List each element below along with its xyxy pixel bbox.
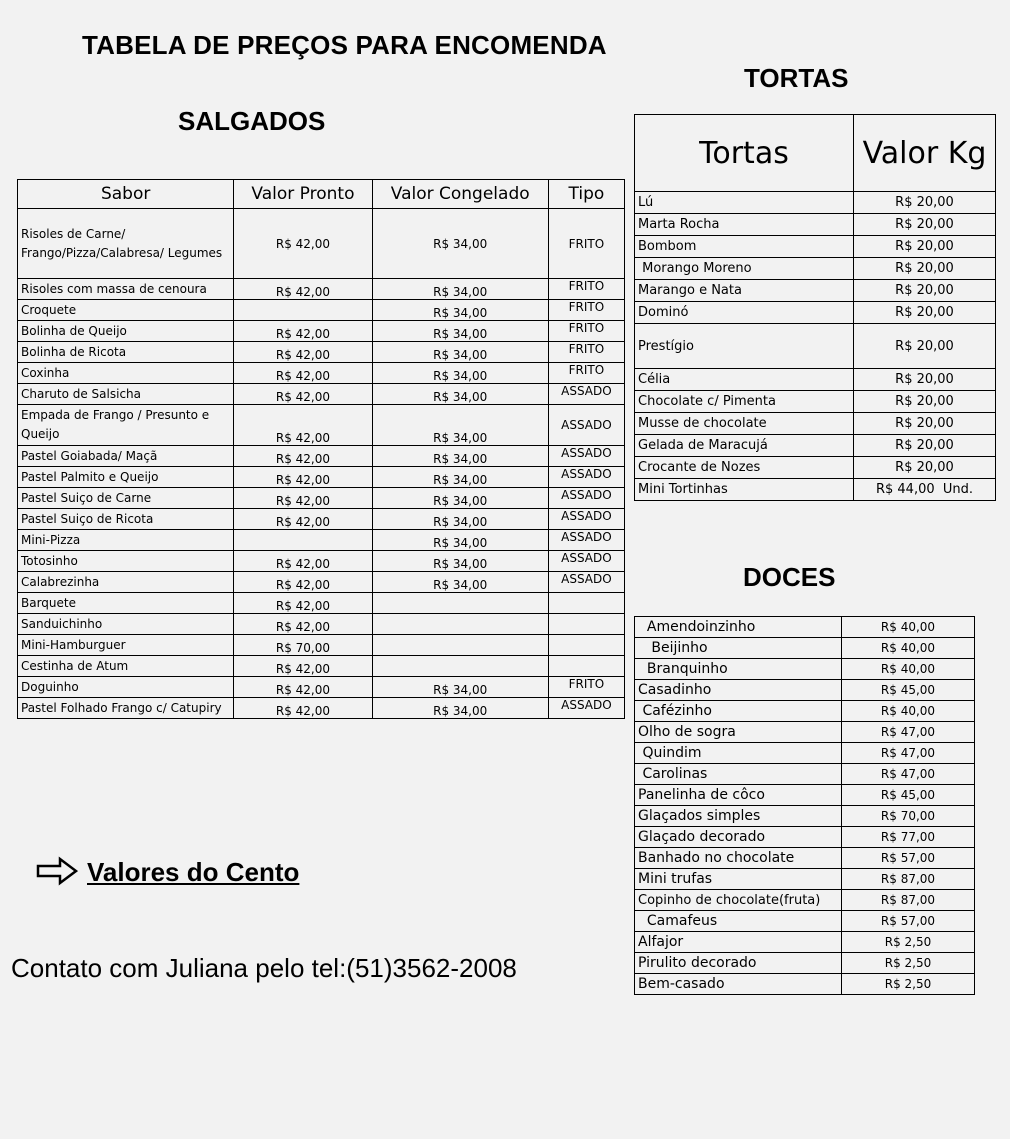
doces-table	[634, 616, 975, 995]
valores-do-cento-label: Valores do Cento	[87, 857, 300, 887]
pronto-cell: R$ 42,00	[234, 551, 372, 572]
sabor-cell: Coxinha	[18, 363, 234, 384]
table-row	[635, 435, 996, 457]
torta-price: R$ 20,00	[854, 435, 996, 457]
doce-name: Glaçados simples	[635, 806, 842, 827]
congelado-cell: R$ 34,00	[372, 321, 548, 342]
torta-name: Marta Rocha	[635, 214, 854, 236]
sabor-cell: Mini-Pizza	[18, 530, 234, 551]
pronto-cell: R$ 42,00	[234, 698, 372, 719]
salgados-heading: SALGADOS	[178, 106, 326, 136]
tipo-cell	[548, 614, 624, 635]
torta-price: R$ 20,00	[854, 413, 996, 435]
congelado-cell: R$ 34,00	[372, 300, 548, 321]
doce-name: Quindim	[635, 743, 842, 764]
table-row	[635, 258, 996, 280]
table-row	[18, 677, 625, 698]
table-row	[635, 722, 975, 743]
torta-price: R$ 20,00	[854, 192, 996, 214]
header-sabor: Sabor	[18, 180, 234, 209]
table-row	[18, 635, 625, 656]
congelado-cell: R$ 34,00	[372, 467, 548, 488]
table-row	[635, 617, 975, 638]
table-row	[635, 214, 996, 236]
pronto-cell: R$ 42,00	[234, 677, 372, 698]
pronto-cell: R$ 42,00	[234, 342, 372, 363]
table-row	[18, 698, 625, 719]
congelado-cell	[372, 614, 548, 635]
table-row	[635, 743, 975, 764]
pronto-cell: R$ 42,00	[234, 384, 372, 405]
doce-price: R$ 87,00	[842, 869, 975, 890]
header-valor-pronto: Valor Pronto	[234, 180, 372, 209]
torta-price: R$ 20,00	[854, 324, 996, 369]
torta-name: Célia	[635, 369, 854, 391]
doce-name: Glaçado decorado	[635, 827, 842, 848]
table-row	[635, 890, 975, 911]
table-row	[18, 363, 625, 384]
tipo-cell	[548, 635, 624, 656]
congelado-cell: R$ 34,00	[372, 209, 548, 279]
pronto-cell: R$ 42,00	[234, 509, 372, 530]
sabor-cell: Calabrezinha	[18, 572, 234, 593]
sabor-cell: Bolinha de Ricota	[18, 342, 234, 363]
congelado-cell: R$ 34,00	[372, 698, 548, 719]
tipo-cell: FRITO	[548, 209, 624, 279]
tipo-cell: ASSADO	[548, 446, 624, 467]
tipo-cell: ASSADO	[548, 405, 624, 446]
doce-price: R$ 2,50	[842, 932, 975, 953]
tipo-cell: ASSADO	[548, 530, 624, 551]
doce-price: R$ 45,00	[842, 680, 975, 701]
pronto-cell: R$ 42,00	[234, 488, 372, 509]
table-row	[18, 530, 625, 551]
sabor-cell: Barquete	[18, 593, 234, 614]
torta-price: R$ 20,00	[854, 302, 996, 324]
pronto-cell: R$ 42,00	[234, 279, 372, 300]
header-valor-kg: Valor Kg	[854, 115, 996, 192]
pronto-cell: R$ 42,00	[234, 321, 372, 342]
doce-name: Bem-casado	[635, 974, 842, 995]
tortas-table	[634, 114, 996, 501]
sabor-cell: Mini-Hamburguer	[18, 635, 234, 656]
congelado-cell	[372, 593, 548, 614]
doce-name: Amendoinzinho	[635, 617, 842, 638]
table-row	[635, 974, 975, 995]
sabor-cell: Pastel Suiço de Carne	[18, 488, 234, 509]
tipo-cell: ASSADO	[548, 384, 624, 405]
torta-name: Prestígio	[635, 324, 854, 369]
congelado-cell	[372, 656, 548, 677]
header-tortas: Tortas	[635, 115, 854, 192]
torta-price: R$ 44,00 Und.	[854, 479, 996, 501]
congelado-cell: R$ 34,00	[372, 488, 548, 509]
sabor-cell: Bolinha de Queijo	[18, 321, 234, 342]
table-row	[18, 551, 625, 572]
doce-price: R$ 2,50	[842, 953, 975, 974]
doce-name: Casadinho	[635, 680, 842, 701]
doce-name: Panelinha de côco	[635, 785, 842, 806]
doce-price: R$ 87,00	[842, 890, 975, 911]
tipo-cell: ASSADO	[548, 551, 624, 572]
tipo-cell: FRITO	[548, 321, 624, 342]
table-row	[635, 192, 996, 214]
pronto-cell	[234, 300, 372, 321]
sabor-cell: Doguinho	[18, 677, 234, 698]
doce-name: Banhado no chocolate	[635, 848, 842, 869]
table-row	[635, 848, 975, 869]
doce-price: R$ 70,00	[842, 806, 975, 827]
pronto-cell	[234, 530, 372, 551]
table-row	[635, 806, 975, 827]
pronto-cell: R$ 42,00	[234, 656, 372, 677]
tipo-cell: FRITO	[548, 279, 624, 300]
doce-name: Olho de sogra	[635, 722, 842, 743]
tortas-header-row	[635, 115, 996, 192]
doce-price: R$ 40,00	[842, 638, 975, 659]
torta-name: Marango e Nata	[635, 280, 854, 302]
salgados-header-row	[18, 180, 625, 209]
torta-price: R$ 20,00	[854, 258, 996, 280]
congelado-cell: R$ 34,00	[372, 509, 548, 530]
pronto-cell: R$ 42,00	[234, 363, 372, 384]
torta-name: Mini Tortinhas	[635, 479, 854, 501]
doces-heading: DOCES	[743, 562, 836, 592]
torta-price: R$ 20,00	[854, 369, 996, 391]
congelado-cell: R$ 34,00	[372, 384, 548, 405]
sabor-cell: Cestinha de Atum	[18, 656, 234, 677]
congelado-cell: R$ 34,00	[372, 572, 548, 593]
congelado-cell: R$ 34,00	[372, 677, 548, 698]
table-row	[18, 321, 625, 342]
table-row	[18, 446, 625, 467]
table-row	[635, 701, 975, 722]
torta-name: Musse de chocolate	[635, 413, 854, 435]
tipo-cell: ASSADO	[548, 488, 624, 509]
pronto-cell: R$ 42,00	[234, 572, 372, 593]
doce-name: Cafézinho	[635, 701, 842, 722]
sabor-cell: Sanduichinho	[18, 614, 234, 635]
table-row	[18, 572, 625, 593]
congelado-cell: R$ 34,00	[372, 363, 548, 384]
doce-name: Beijinho	[635, 638, 842, 659]
doce-price: R$ 40,00	[842, 659, 975, 680]
tipo-cell: FRITO	[548, 363, 624, 384]
table-row	[18, 656, 625, 677]
pronto-cell: R$ 42,00	[234, 593, 372, 614]
sabor-cell: Risoles com massa de cenoura	[18, 279, 234, 300]
tipo-cell	[548, 593, 624, 614]
pronto-cell: R$ 70,00	[234, 635, 372, 656]
congelado-cell	[372, 635, 548, 656]
table-row	[635, 638, 975, 659]
doce-name: Carolinas	[635, 764, 842, 785]
pronto-cell: R$ 42,00	[234, 614, 372, 635]
congelado-cell: R$ 34,00	[372, 446, 548, 467]
tipo-cell: FRITO	[548, 677, 624, 698]
table-row	[635, 932, 975, 953]
tipo-cell: ASSADO	[548, 467, 624, 488]
tipo-cell: FRITO	[548, 342, 624, 363]
table-row	[18, 209, 625, 279]
torta-price: R$ 20,00	[854, 457, 996, 479]
table-row	[18, 509, 625, 530]
table-row	[635, 953, 975, 974]
table-row	[635, 302, 996, 324]
doce-name: Alfajor	[635, 932, 842, 953]
table-row	[635, 457, 996, 479]
sabor-cell: Pastel Goiabada/ Maçã	[18, 446, 234, 467]
doce-price: R$ 47,00	[842, 764, 975, 785]
header-tipo: Tipo	[548, 180, 624, 209]
table-row	[635, 659, 975, 680]
table-row	[635, 324, 996, 369]
table-row	[18, 300, 625, 321]
torta-name: Bombom	[635, 236, 854, 258]
table-row	[635, 280, 996, 302]
doce-name: Pirulito decorado	[635, 953, 842, 974]
sabor-cell: Pastel Palmito e Queijo	[18, 467, 234, 488]
pronto-cell: R$ 42,00	[234, 446, 372, 467]
torta-price: R$ 20,00	[854, 280, 996, 302]
tortas-heading: TORTAS	[744, 63, 849, 93]
torta-name: Lú	[635, 192, 854, 214]
torta-name: Morango Moreno	[635, 258, 854, 280]
table-row	[18, 405, 625, 446]
sabor-cell: Pastel Folhado Frango c/ Catupiry	[18, 698, 234, 719]
table-row	[635, 680, 975, 701]
table-row	[635, 236, 996, 258]
torta-name: Chocolate c/ Pimenta	[635, 391, 854, 413]
torta-price: R$ 20,00	[854, 236, 996, 258]
page-title: TABELA DE PREÇOS PARA ENCOMENDA	[82, 30, 607, 60]
doce-price: R$ 40,00	[842, 617, 975, 638]
sabor-cell: Risoles de Carne/ Frango/Pizza/Calabresa/ Legumes	[18, 209, 234, 279]
pronto-cell: R$ 42,00	[234, 209, 372, 279]
tipo-cell: ASSADO	[548, 698, 624, 719]
table-row	[18, 279, 625, 300]
sabor-cell: Empada de Frango / Presunto e Queijo	[18, 405, 234, 446]
table-row	[635, 369, 996, 391]
table-row	[635, 479, 996, 501]
table-row	[635, 911, 975, 932]
congelado-cell: R$ 34,00	[372, 551, 548, 572]
table-row	[635, 827, 975, 848]
doce-name: Copinho de chocolate(fruta)	[635, 890, 842, 911]
table-row	[635, 785, 975, 806]
table-row	[18, 384, 625, 405]
doce-price: R$ 45,00	[842, 785, 975, 806]
doce-price: R$ 2,50	[842, 974, 975, 995]
torta-price: R$ 20,00	[854, 391, 996, 413]
tipo-cell: FRITO	[548, 300, 624, 321]
congelado-cell: R$ 34,00	[372, 530, 548, 551]
doce-name: Branquinho	[635, 659, 842, 680]
table-row	[635, 391, 996, 413]
tipo-cell: ASSADO	[548, 572, 624, 593]
pronto-cell: R$ 42,00	[234, 405, 372, 446]
table-row	[18, 593, 625, 614]
sabor-cell: Croquete	[18, 300, 234, 321]
doce-price: R$ 57,00	[842, 848, 975, 869]
right-arrow-outline-icon	[36, 856, 78, 886]
doce-price: R$ 47,00	[842, 722, 975, 743]
congelado-cell: R$ 34,00	[372, 279, 548, 300]
sabor-cell: Pastel Suiço de Ricota	[18, 509, 234, 530]
doce-price: R$ 47,00	[842, 743, 975, 764]
doce-price: R$ 77,00	[842, 827, 975, 848]
sabor-cell: Charuto de Salsicha	[18, 384, 234, 405]
torta-name: Gelada de Maracujá	[635, 435, 854, 457]
torta-price: R$ 20,00	[854, 214, 996, 236]
pronto-cell: R$ 42,00	[234, 467, 372, 488]
table-row	[635, 413, 996, 435]
header-valor-congelado: Valor Congelado	[372, 180, 548, 209]
tipo-cell: ASSADO	[548, 509, 624, 530]
torta-name: Crocante de Nozes	[635, 457, 854, 479]
table-row	[635, 764, 975, 785]
tipo-cell	[548, 656, 624, 677]
table-row	[18, 488, 625, 509]
doce-name: Camafeus	[635, 911, 842, 932]
sabor-cell: Totosinho	[18, 551, 234, 572]
congelado-cell: R$ 34,00	[372, 405, 548, 446]
table-row	[18, 614, 625, 635]
doce-price: R$ 57,00	[842, 911, 975, 932]
torta-name: Dominó	[635, 302, 854, 324]
doce-name: Mini trufas	[635, 869, 842, 890]
contact-text: Contato com Juliana pelo tel:(51)3562-2008	[11, 953, 517, 983]
doce-price: R$ 40,00	[842, 701, 975, 722]
table-row	[635, 869, 975, 890]
table-row	[18, 467, 625, 488]
salgados-table	[17, 179, 625, 719]
congelado-cell: R$ 34,00	[372, 342, 548, 363]
table-row	[18, 342, 625, 363]
